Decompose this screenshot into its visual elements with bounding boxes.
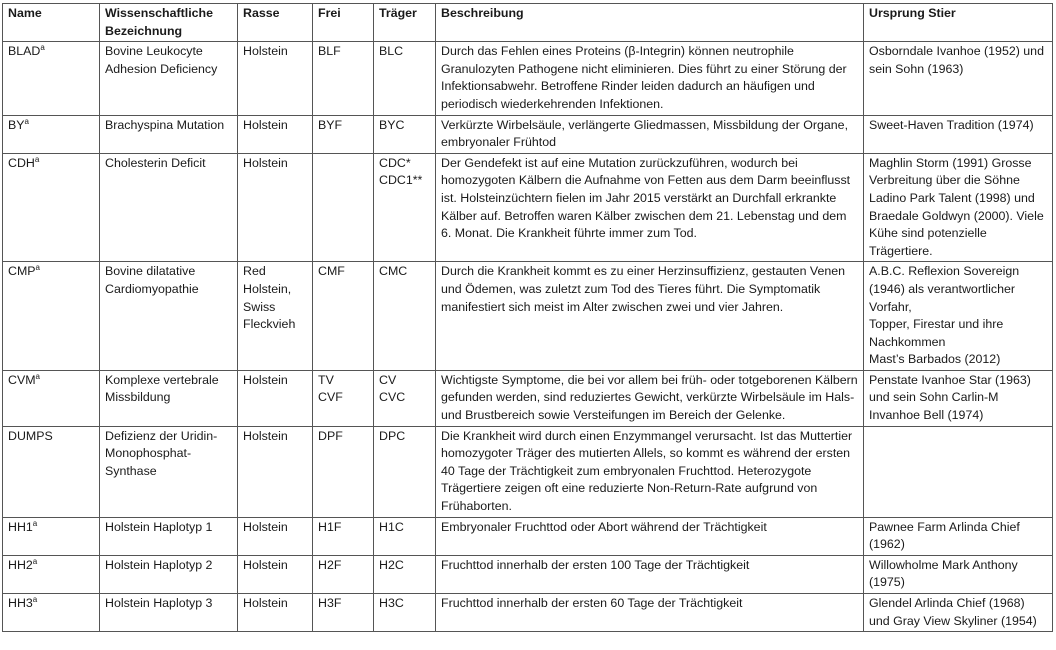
cell-breed: Holstein xyxy=(238,555,313,593)
cell-origin-bull-line: Mast’s Barbados (2012) xyxy=(869,352,1001,367)
cell-origin-bull xyxy=(864,594,1053,632)
cell-scientific-name: Holstein Haplotyp 3 xyxy=(100,594,238,632)
header-free: Frei xyxy=(313,4,374,42)
cell-origin-bull xyxy=(864,517,1053,555)
defect-code: CVM xyxy=(8,372,36,387)
cell-scientific-name: Holstein Haplotyp 1 xyxy=(100,517,238,555)
defect-code: HH1 xyxy=(8,519,33,534)
table-row xyxy=(3,115,1053,153)
cell-origin-bull xyxy=(864,426,1053,517)
header-origin-bull: Ursprung Stier xyxy=(864,4,1053,42)
footnote-marker: a xyxy=(35,371,40,381)
cell-origin-bull-line: Maghlin Storm (1991) Grosse Verbreitung über die Söhne Ladino Park Talent (1998) und Braedale Goldwyn (2000). Viele Kühe sind potenzielle Trägertiere. xyxy=(869,155,1044,258)
cell-description: Fruchttod innerhalb der ersten 60 Tage der Trächtigkeit xyxy=(436,594,864,632)
footnote-marker: a xyxy=(32,518,38,528)
cell-name xyxy=(3,153,100,262)
cell-breed: Holstein xyxy=(238,370,313,426)
cell-carrier-line: H3C xyxy=(379,596,404,610)
cell-carrier xyxy=(374,115,436,153)
footnote-marker: a xyxy=(34,154,40,164)
cell-free-line: TV xyxy=(318,372,334,387)
cell-carrier-line: CV xyxy=(379,372,397,387)
footnote-marker: a xyxy=(35,263,40,273)
cell-carrier xyxy=(374,370,436,426)
defect-code: CDH xyxy=(8,155,35,170)
cell-name xyxy=(3,517,100,555)
defect-code: BLAD xyxy=(8,44,41,59)
footnote-marker: a xyxy=(40,43,45,53)
cell-scientific-name: Defizienz der Uridin-Monophosphat-Synthase xyxy=(100,426,238,517)
cell-breed: Holstein xyxy=(238,517,313,555)
cell-scientific-name: Brachyspina Mutation xyxy=(100,115,238,153)
cell-name xyxy=(3,426,100,517)
cell-carrier-line: BYC xyxy=(379,117,405,132)
footnote-marker: a xyxy=(32,594,38,604)
table-row xyxy=(3,594,1053,632)
defect-code: HH2 xyxy=(8,557,33,572)
cell-origin-bull xyxy=(864,153,1053,262)
cell-origin-bull-line: Topper, Firestar und ihre Nachkommen xyxy=(869,317,1004,349)
table-row xyxy=(3,42,1053,115)
cell-name xyxy=(3,115,100,153)
cell-description: Die Krankheit wird durch einen Enzymmangel verursacht. Ist das Muttertier homozygoter Träger des mutierten Allels, so kommt es während der ersten 40 Tage der Trächtigkeit zum embryonalen Fruchttod. Heterozygote Trägertiere zeigen oft eine reduzierte Non-Return-Rate aufgrund von Frühaborten. xyxy=(436,426,864,517)
cell-free-line: H2F xyxy=(318,557,342,572)
cell-origin-bull-line: Sweet-Haven Tradition (1974) xyxy=(869,117,1034,132)
header-description: Beschreibung xyxy=(436,4,864,42)
cell-breed: Holstein xyxy=(238,115,313,153)
cell-description: Durch die Krankheit kommt es zu einer Herzinsuffizienz, gestauten Venen und Ödemen, was zuletzt zum Tod des Tieres führt. Die Symptomatik manifestiert sich meist im Alter zwischen zwei und vier Jahren. xyxy=(436,262,864,371)
cell-free-line: BLF xyxy=(318,44,341,59)
cell-origin-bull-line: Glendel Arlinda Chief (1968) und Gray View Skyliner (1954) xyxy=(869,596,1037,628)
header-carrier: Träger xyxy=(374,4,436,42)
cell-carrier xyxy=(374,594,436,632)
cell-name xyxy=(3,555,100,593)
cell-free-line: BYF xyxy=(318,117,343,132)
cell-carrier-line: CVC xyxy=(379,390,406,405)
cell-origin-bull xyxy=(864,262,1053,371)
cell-free-line: H3F xyxy=(318,596,342,610)
cell-breed: Holstein xyxy=(238,594,313,632)
defect-code: BY xyxy=(8,117,25,132)
table-row xyxy=(3,153,1053,262)
defect-code: CMP xyxy=(8,264,36,279)
cell-scientific-name: Bovine Leukocyte Adhesion Deficiency xyxy=(100,42,238,115)
cell-free-line: DPF xyxy=(318,428,343,443)
cell-carrier xyxy=(374,426,436,517)
cell-free-line: CMF xyxy=(318,264,345,279)
table-row xyxy=(3,517,1053,555)
cell-origin-bull xyxy=(864,115,1053,153)
cell-scientific-name: Cholesterin Deficit xyxy=(100,153,238,262)
cell-breed: Holstein xyxy=(238,426,313,517)
cell-description: Durch das Fehlen eines Proteins (β-Integrin) können neutrophile Granulozyten Pathogene nicht eliminieren. Dies führt zu einer Störung der Infektionsabwehr. Betroffene Rinder leiden dadurch an häufigen und periodisch wiederkehrenden Infektionen. xyxy=(436,42,864,115)
cell-description: Verkürzte Wirbelsäule, verlängerte Gliedmassen, Missbildung der Organe, embryonaler Frühtod xyxy=(436,115,864,153)
header-breed: Rasse xyxy=(238,4,313,42)
cell-carrier-line: BLC xyxy=(379,44,404,59)
header-name: Name xyxy=(3,4,100,42)
cell-name xyxy=(3,262,100,371)
cell-carrier-line: CDC* xyxy=(379,155,411,170)
cell-name xyxy=(3,370,100,426)
cell-breed: Holstein xyxy=(238,42,313,115)
cell-origin-bull-line: Willowholme Mark Anthony (1975) xyxy=(869,557,1018,590)
footnote-marker: a xyxy=(24,116,29,126)
cell-origin-bull-line: Penstate Ivanhoe Star (1963) und sein Sohn Carlin-M Invanhoe Bell (1974) xyxy=(869,372,1031,423)
cell-origin-bull-line: Osborndale Ivanhoe (1952) und sein Sohn (1963) xyxy=(869,44,1044,76)
table-row xyxy=(3,426,1053,517)
cell-origin-bull-line: Pawnee Farm Arlinda Chief (1962) xyxy=(869,519,1020,552)
cell-carrier-line: H1C xyxy=(379,519,404,534)
header-scientific-name: Wissenschaftliche Bezeichnung xyxy=(100,4,238,42)
cell-carrier xyxy=(374,42,436,115)
cell-free xyxy=(313,594,374,632)
cell-free xyxy=(313,555,374,593)
cell-free xyxy=(313,517,374,555)
cell-free xyxy=(313,370,374,426)
cell-free-line: H1F xyxy=(318,519,342,534)
table-row xyxy=(3,262,1053,371)
cell-description: Fruchttod innerhalb der ersten 100 Tage der Trächtigkeit xyxy=(436,555,864,593)
cell-breed: Holstein xyxy=(238,153,313,262)
cell-free-line: CVF xyxy=(318,390,343,405)
footnote-marker: a xyxy=(32,556,38,566)
cell-description: Der Gendefekt ist auf eine Mutation zurückzuführen, wodurch bei homozygoten Kälbern die Aufnahme von Fetten aus dem Darm beeinflusst ist. Holsteinzüchtern fielen im Jahr 2015 verstärkt an Durchfall erkrankte Kälber auf. Betroffen waren Kälber zwischen dem 21. Lebenstag und dem 6. Monat. Die Krankheit führte immer zum Tod. xyxy=(436,153,864,262)
cell-description: Embryonaler Fruchttod oder Abort während der Trächtigkeit xyxy=(436,517,864,555)
cell-origin-bull xyxy=(864,370,1053,426)
cell-name xyxy=(3,42,100,115)
cell-carrier-line: DPC xyxy=(379,428,406,443)
cell-scientific-name: Holstein Haplotyp 2 xyxy=(100,555,238,593)
cell-origin-bull-line: A.B.C. Reflexion Sovereign (1946) als verantwortlicher Vorfahr, xyxy=(869,264,1020,314)
genetic-defects-table xyxy=(2,3,1053,632)
cell-carrier-line: CDC1** xyxy=(379,173,423,188)
defect-code: HH3 xyxy=(8,596,33,610)
cell-free xyxy=(313,262,374,371)
cell-free xyxy=(313,153,374,262)
cell-free xyxy=(313,42,374,115)
cell-carrier-line: CMC xyxy=(379,264,408,279)
cell-free xyxy=(313,426,374,517)
table-row xyxy=(3,555,1053,593)
cell-free xyxy=(313,115,374,153)
cell-name xyxy=(3,594,100,632)
cell-carrier xyxy=(374,262,436,371)
cell-carrier xyxy=(374,555,436,593)
cell-origin-bull xyxy=(864,42,1053,115)
cell-description: Wichtigste Symptome, die bei vor allem bei früh- oder totgeborenen Kälbern gefunden werden, sind reduziertes Gewicht, verkürzte Wirbelsäule im Hals- und Brustbereich sowie Versteifungen im Bereich der Gelenke. xyxy=(436,370,864,426)
cell-origin-bull xyxy=(864,555,1053,593)
cell-breed: Red Holstein, Swiss Fleckvieh xyxy=(238,262,313,371)
cell-scientific-name: Komplexe vertebrale Missbildung xyxy=(100,370,238,426)
cell-carrier xyxy=(374,517,436,555)
cell-carrier-line: H2C xyxy=(379,557,404,572)
table-row xyxy=(3,370,1053,426)
cell-carrier xyxy=(374,153,436,262)
cell-scientific-name: Bovine dilatative Cardiomyopathie xyxy=(100,262,238,371)
defect-code: DUMPS xyxy=(8,428,53,443)
table-body xyxy=(3,42,1053,632)
table-header-row xyxy=(3,4,1053,42)
